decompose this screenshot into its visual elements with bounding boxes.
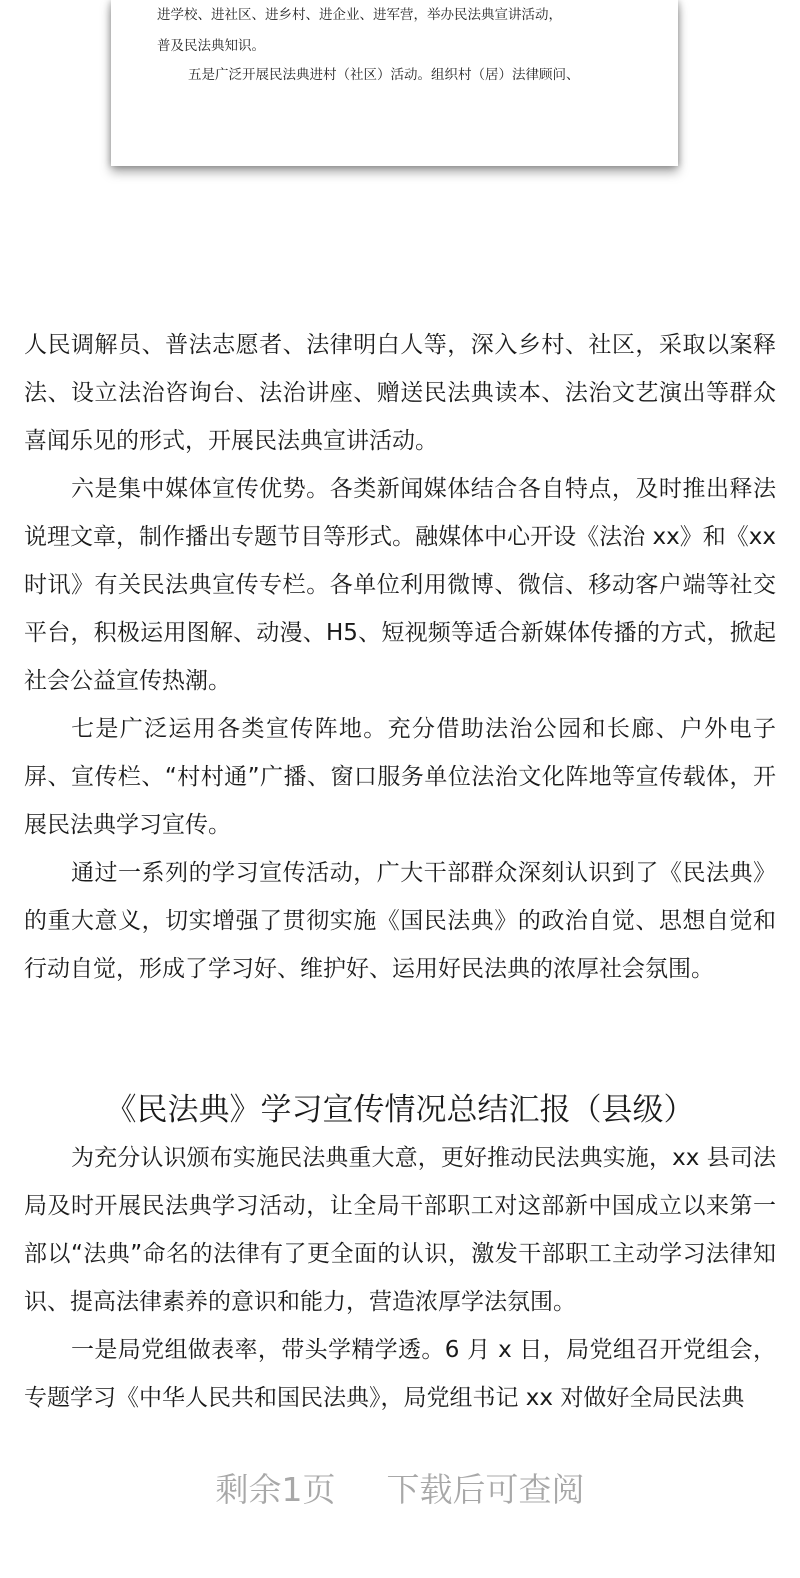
paragraph: 一是局党组做表率，带头学精学透。6 月 x 日，局党组召开党组会，专题学习《中华人民共和国民法典》，局党组书记 xx 对做好全局民法典 — [24, 1337, 776, 1411]
download-prompt[interactable] — [0, 1466, 800, 1514]
paragraph: 六是集中媒体宣传优势。各类新闻媒体结合各自特点，及时推出释法说理文章，制作播出专题节目等形式。融媒体中心开设《法治 xx》和《xx 时讯》有关民法典宣传专栏。各单位利用微博、微信、移动客户端等社交平台，积极运用图解、动漫、H5、短视频等适合新媒体传播的方式，掀起社会公益宣传热潮。 — [24, 476, 776, 694]
remaining-pages-label: 剩余1页 — [215, 1470, 336, 1509]
preview-line: 进学校、进社区、进乡村、进企业、进军营，举办民法典宣讲活动， — [157, 7, 562, 23]
document-title: 《民法典》学习宣传情况总结汇报（县级） — [105, 1092, 695, 1128]
paragraph: 七是广泛运用各类宣传阵地。充分借助法治公园和长廊、户外电子屏、宣传栏、“村村通”广播、窗口服务单位法治文化阵地等宣传载体，开展民法典学习宣传。 — [24, 716, 776, 838]
document-body-section-2 — [24, 1134, 776, 1422]
download-to-view-label[interactable]: 下载后可查阅 — [386, 1470, 585, 1509]
paragraph: 通过一系列的学习宣传活动，广大干部群众深刻认识到了《民法典》的重大意义，切实增强了贯彻实施《国民法典》的政治自觉、思想自觉和行动自觉，形成了学习好、维护好、运用好民法典的浓厚社会氛围。 — [24, 860, 776, 982]
preview-line: 普及民法典知识。 — [157, 38, 265, 54]
paragraph: 为充分认识颁布实施民法典重大意，更好推动民法典实施，xx 县司法局及时开展民法典学习活动，让全局干部职工对这部新中国成立以来第一部以“法典”命名的法律有了更全面的认识，激发干部职工主动学习法律知识、提高法律素养的意识和能力，营造浓厚学法氛围。 — [24, 1145, 776, 1315]
preview-line: 五是广泛开展民法典进村（社区）活动。组织村（居）法律顾问、 — [188, 67, 580, 83]
document-body-section-1 — [24, 321, 776, 993]
preview-card — [111, 0, 678, 166]
paragraph: 人民调解员、普法志愿者、法律明白人等，深入乡村、社区，采取以案释法、设立法治咨询台、法治讲座、赠送民法典读本、法治文艺演出等群众喜闻乐见的形式，开展民法典宣讲活动。 — [24, 332, 776, 454]
